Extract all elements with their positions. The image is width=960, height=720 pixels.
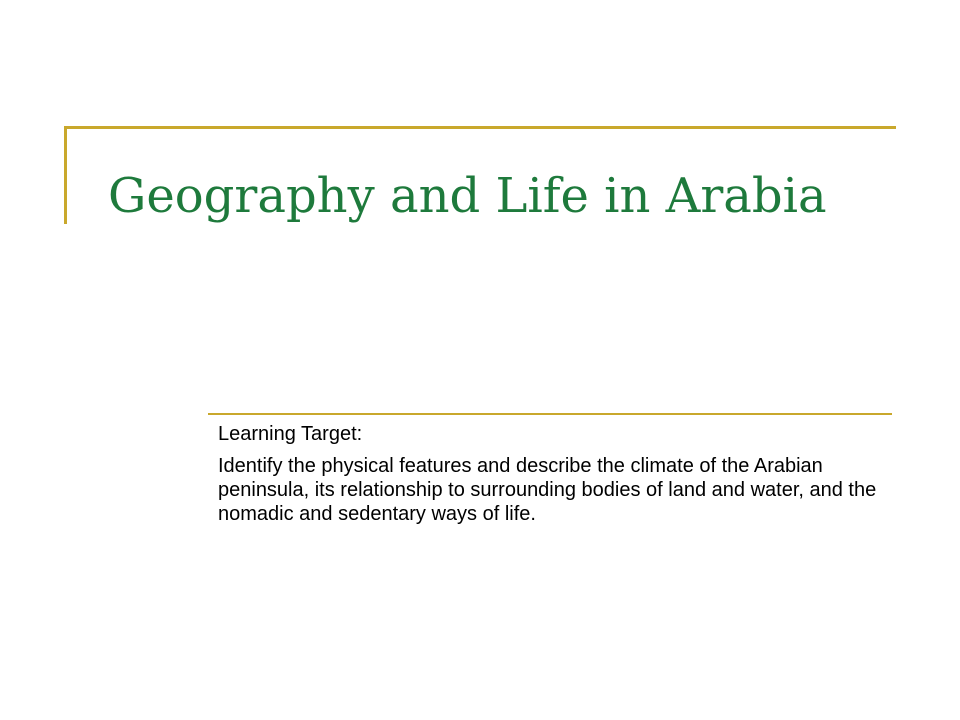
body-divider-line <box>208 413 892 415</box>
slide-title: Geography and Life in Arabia <box>108 168 827 224</box>
learning-target-text: Identify the physical features and describe the climate of the Arabian peninsula, its relationship to surrounding bodies of land and water, and the nomadic and sedentary ways of life. <box>218 455 877 525</box>
learning-target-label: Learning Target: <box>218 423 363 445</box>
top-divider-line <box>64 126 896 129</box>
slide-body <box>218 422 890 526</box>
left-divider-line <box>64 126 67 224</box>
